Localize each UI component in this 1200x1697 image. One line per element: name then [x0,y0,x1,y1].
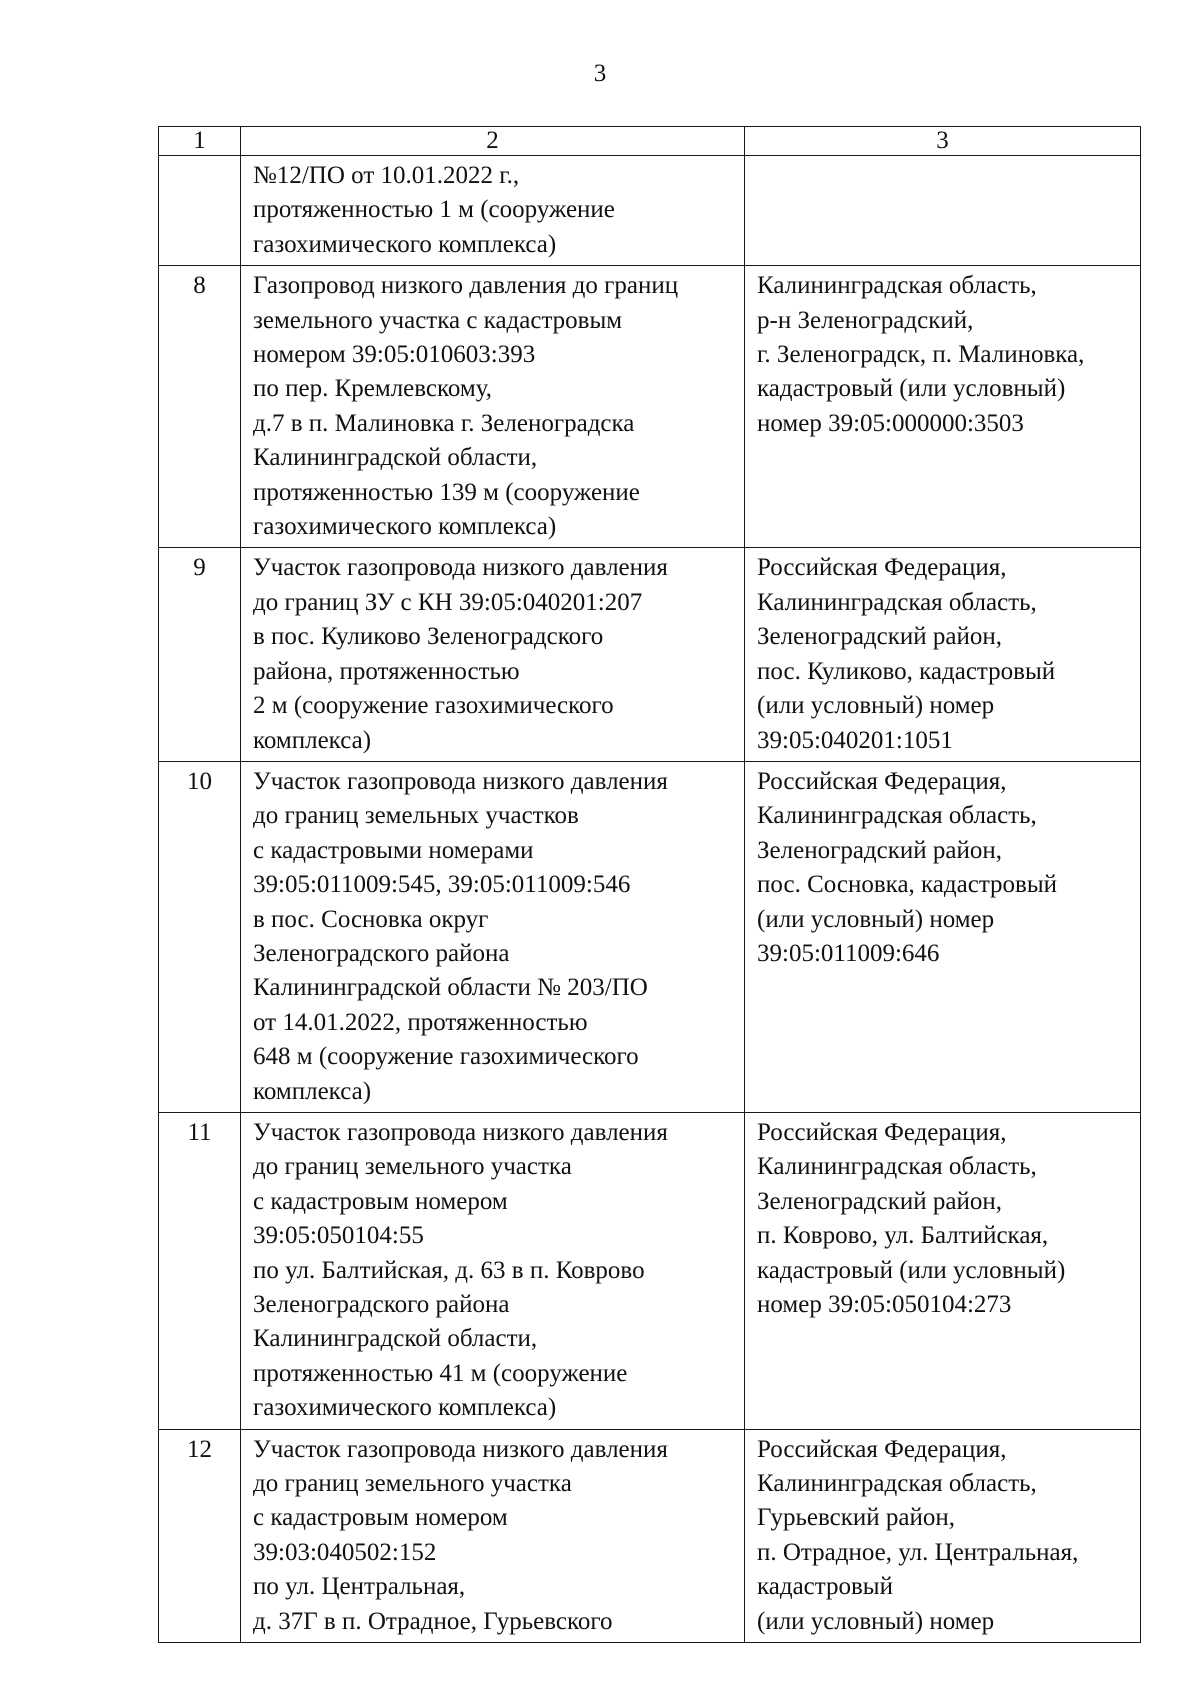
row-number: 9 [159,548,241,761]
description-line: Зеленоградского района [253,939,510,967]
row-address [745,156,1141,266]
description-line: до границ земельных участков [253,802,579,830]
description-line: протяженностью 139 м (сооружение [253,478,640,506]
table-row [159,1429,1141,1642]
table-row [159,156,1141,266]
address-line: пос. Куликово, кадастровый [757,657,1056,685]
address-line: кадастровый (или условный) [757,1256,1066,1284]
description-line: номером 39:05:010603:393 [253,341,536,369]
description-line: протяженностью 41 м (сооружение [253,1359,628,1387]
row-address [745,266,1141,548]
description-line: от 14.01.2022, протяженностью [253,1008,588,1036]
description-line: Зеленоградского района [253,1291,510,1318]
description-line: 648 м (сооружение газохимического [253,1043,639,1071]
row-number: 11 [159,1112,241,1429]
address-line: номер 39:05:000000:3503 [757,409,1024,437]
description-line: до границ ЗУ с КН 39:05:040201:207 [253,588,643,616]
address-line: пос. Сосновка, кадастровый [757,871,1058,899]
address-line: Калининградская область, [757,1470,1037,1498]
description-line: комплекса) [253,726,372,754]
row-description [241,266,745,548]
page-number: 3 [593,60,607,87]
row-description [241,761,745,1112]
table-row [159,1112,1141,1429]
row-address [745,1112,1141,1429]
address-line: п. Коврово, ул. Балтийская, [757,1222,1049,1250]
description-line: с кадастровыми номерами [253,836,534,864]
description-line: по ул. Балтийская, д. 63 в п. Коврово [253,1256,645,1284]
description-line: по ул. Центральная, [253,1573,466,1601]
description-line: комплекса) [253,1077,372,1105]
header-cell-3: 3 [745,127,1141,156]
row-number [159,156,241,266]
address-line: Гурьевский район, [757,1504,956,1532]
address-line: Калининградская область, [757,272,1037,300]
description-line: 2 м (сооружение газохимического [253,692,614,720]
description-line: Участок газопровода низкого давления [253,767,668,795]
description-line: №12/ПО от 10.01.2022 г., [253,162,520,189]
address-line: Калининградская область, [757,588,1037,616]
address-line: Российская Федерация, [757,554,1007,582]
address-line: Российская Федерация, [757,1435,1007,1463]
address-line: 39:05:011009:646 [757,939,940,967]
row-description [241,1429,745,1642]
description-line: Участок газопровода низкого давления [253,1118,668,1146]
description-line: Участок газопровода низкого давления [253,554,668,582]
address-line: (или условный) номер [757,1607,995,1635]
description-line: земельного участка с кадастровым [253,306,623,334]
description-line: д.7 в п. Малиновка г. Зеленоградска [253,409,635,437]
table-row [159,548,1141,761]
description-line: района, протяженностью [253,657,520,685]
address-line: Российская Федерация, [757,767,1007,795]
row-number: 12 [159,1429,241,1642]
description-line: 39:03:040502:152 [253,1538,437,1566]
row-address [745,761,1141,1112]
description-line: Участок газопровода низкого давления [253,1435,668,1463]
row-number: 8 [159,266,241,548]
row-description [241,548,745,761]
address-line: 39:05:040201:1051 [757,726,953,754]
description-line: 39:05:050104:55 [253,1222,424,1250]
description-line: до границ земельного участка [253,1470,572,1498]
table-row [159,761,1141,1112]
address-line: (или условный) номер [757,692,995,720]
description-line: газохимического комплекса) [253,513,557,541]
address-line: номер 39:05:050104:273 [757,1291,1012,1318]
description-line: Калининградской области, [253,444,538,472]
row-address [745,1429,1141,1642]
address-line: кадастровый (или условный) [757,375,1066,403]
address-line: Российская Федерация, [757,1118,1007,1146]
address-line: Калининградская область, [757,802,1037,830]
row-description [241,156,745,266]
description-line: газохимического комплекса) [253,230,557,258]
description-line: Калининградской области, [253,1325,538,1353]
description-line: с кадастровым номером [253,1187,508,1215]
description-line: д. 37Г в п. Отрадное, Гурьевского [253,1607,613,1635]
description-line: в пос. Сосновка округ [253,905,489,933]
address-line: Зеленоградский район, [757,836,1002,864]
row-number: 10 [159,761,241,1112]
address-line: Калининградская область, [757,1153,1037,1181]
header-cell-1: 1 [159,127,241,156]
description-line: в пос. Куликово Зеленоградского [253,623,604,651]
table-row [159,266,1141,548]
description-line: 39:05:011009:545, 39:05:011009:546 [253,871,631,899]
row-address [745,548,1141,761]
address-line: (или условный) номер [757,905,995,933]
row-description [241,1112,745,1429]
property-table [158,126,1141,1643]
description-line: протяженностью 1 м (сооружение [253,196,615,224]
table-header-row [159,127,1141,156]
address-line: г. Зеленоградск, п. Малиновка, [757,341,1085,369]
description-line: газохимического комплекса) [253,1394,557,1422]
address-line: р-н Зеленоградский, [757,306,974,334]
description-line: до границ земельного участка [253,1153,572,1181]
address-line: п. Отрадное, ул. Центральная, [757,1538,1079,1566]
address-line: Зеленоградский район, [757,623,1002,651]
description-line: Калининградской области № 203/ПО [253,974,648,1002]
description-line: Газопровод низкого давления до границ [253,272,679,300]
description-line: по пер. Кремлевскому, [253,375,492,403]
description-line: с кадастровым номером [253,1504,508,1532]
header-cell-2: 2 [241,127,745,156]
address-line: Зеленоградский район, [757,1187,1002,1215]
address-line: кадастровый [757,1573,893,1601]
